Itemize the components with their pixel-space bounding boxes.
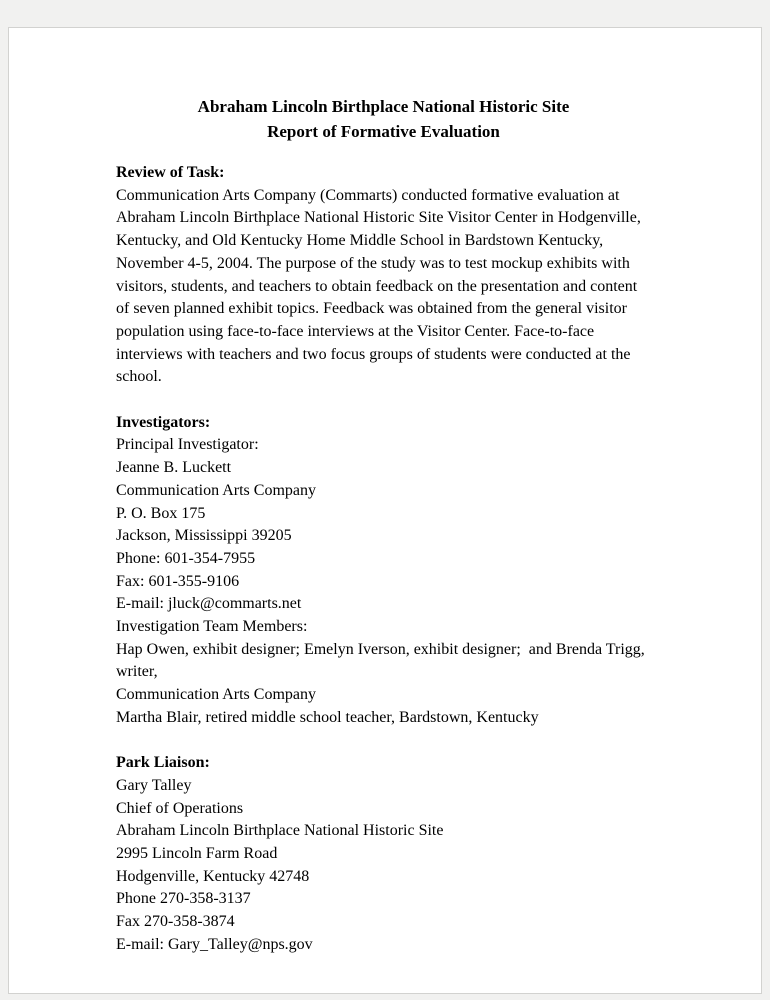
section-heading-review-of-task: Review of Task: — [116, 164, 225, 181]
park-liaison-line: 2995 Lincoln Farm Road — [116, 845, 278, 863]
review-of-task-paragraph: Communication Arts Company (Commarts) conducted formative evaluation at Abraham Lincoln Birthplace National Historic Site Visitor Center in Hodgenville, Kentucky, and Old Kentucky Home Middle School in Bardstown Kentucky, November 4-5, 2004. The purpose of the study was to test mockup exhibits with visitors, students, and teachers to obtain feedback on the presentation and content of seven planned exhibit topics. Feedback was obtained from the general visitor population using face-to-face interviews at the Visitor Center. Face-to-face interviews with teachers and two focus groups of students were conducted at the school. — [116, 186, 641, 386]
section-review-of-task — [116, 162, 651, 389]
document-title-line2: Report of Formative Evaluation — [267, 122, 500, 141]
investigators-line: Principal Investigator: — [116, 436, 259, 454]
park-liaison-line: Fax 270-358-3874 — [116, 913, 235, 931]
park-liaison-line: Hodgenville, Kentucky 42748 — [116, 867, 310, 885]
investigators-line: Communication Arts Company — [116, 481, 316, 499]
park-liaison-line: E-mail: Gary_Talley@nps.gov — [116, 935, 313, 953]
park-liaison-line: Chief of Operations — [116, 799, 244, 817]
section-heading-park-liaison: Park Liaison: — [116, 754, 210, 772]
investigators-line: Jeanne B. Luckett — [116, 459, 232, 477]
section-heading-investigators: Investigators: — [116, 413, 211, 431]
investigators-line: Phone: 601-354-7955 — [116, 549, 256, 567]
investigators-line: E-mail: jluck@commarts.net — [116, 595, 302, 613]
park-liaison-line: Abraham Lincoln Birthplace National Historic Site — [116, 822, 444, 840]
investigators-line: Fax: 601-355-9106 — [116, 572, 240, 590]
park-liaison-line: Phone 270-358-3137 — [116, 890, 251, 908]
investigators-line: P. O. Box 175 — [116, 504, 206, 522]
investigators-line: Jackson, Mississippi 39205 — [116, 527, 292, 545]
document-page — [8, 27, 762, 994]
section-investigators — [116, 412, 651, 730]
investigators-line: Investigation Team Members: — [116, 618, 308, 636]
investigators-line: Martha Blair, retired middle school teacher, Bardstown, Kentucky — [116, 708, 539, 726]
investigators-line: Communication Arts Company — [116, 686, 316, 704]
section-park-liaison — [116, 752, 651, 956]
document-title-line1: Abraham Lincoln Birthplace National Historic Site — [197, 97, 570, 116]
park-liaison-line: Gary Talley — [116, 776, 192, 794]
document-title — [116, 94, 651, 144]
investigators-line: Hap Owen, exhibit designer; Emelyn Iverson, exhibit designer; and Brenda Trigg, writer, — [116, 640, 649, 681]
